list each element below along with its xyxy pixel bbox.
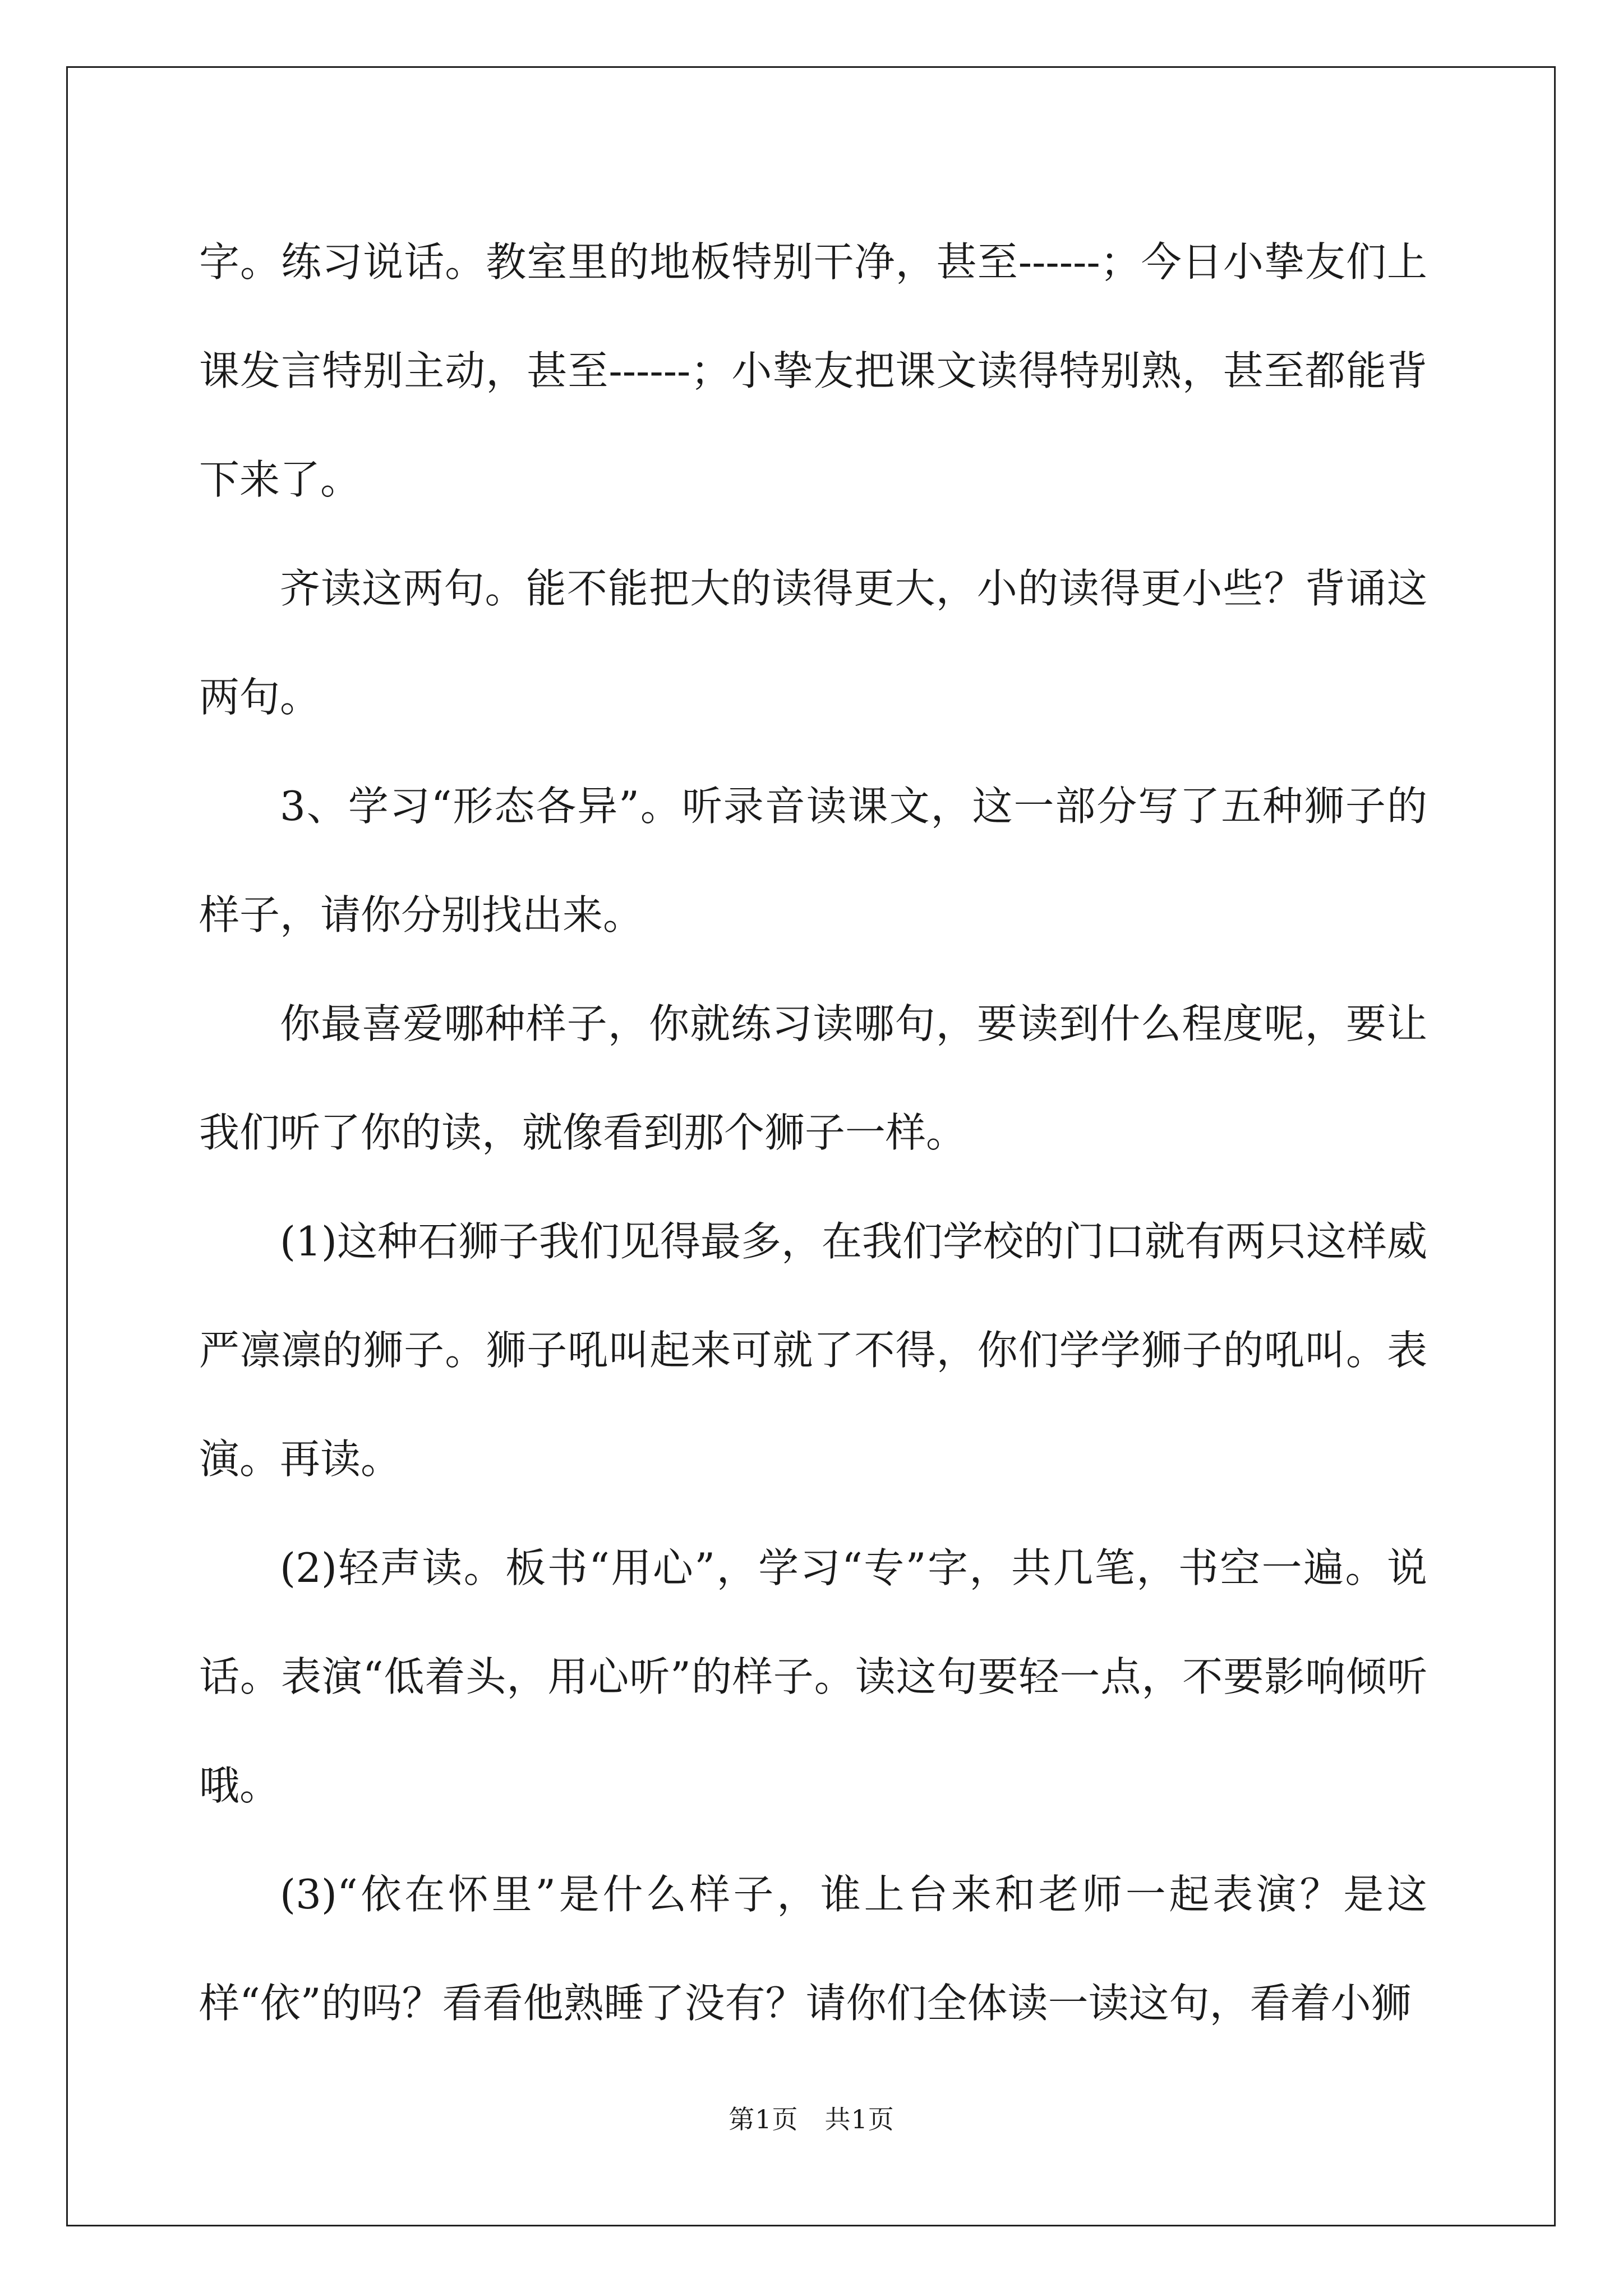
page-footer bbox=[0, 2099, 1623, 2136]
page-total: 共1页 bbox=[824, 2104, 895, 2134]
page-number: 第1页 bbox=[728, 2104, 799, 2134]
paragraph-1: 字。练习说话。教室里的地板特别干净，甚至------；今日小挚友们上课发言特别主动，甚至------；小挚友把课文读得特别熟，甚至都能背下来了。 bbox=[199, 238, 1427, 503]
paragraph-6: (2)轻声读。板书“用心”，学习“专”字，共几笔，书空一遍。说话。表演“低着头，用心听”的样子。读这句要轻一点，不要影响倾听哦。 bbox=[199, 1544, 1427, 1809]
paragraph-2: 齐读这两句。能不能把大的读得更大，小的读得更小些？背诵这两句。 bbox=[199, 565, 1427, 721]
document-body bbox=[199, 208, 1427, 2058]
paragraph-3: 3、学习“形态各异”。听录音读课文，这一部分写了五种狮子的样子，请你分别找出来。 bbox=[199, 783, 1427, 938]
paragraph-5: (1)这种石狮子我们见得最多，在我们学校的门口就有两只这样威严凛凛的狮子。狮子吼叫起来可就了不得，你们学学狮子的吼叫。表演。再读。 bbox=[199, 1218, 1427, 1483]
paragraph-7: (3)“依在怀里”是什么样子，谁上台来和老师一起表演？是这样“依”的吗？看看他熟睡了没有？请你们全体读一读这句，看着小狮 bbox=[199, 1871, 1427, 2027]
paragraph-4: 你最喜爱哪种样子，你就练习读哪句，要读到什么程度呢，要让我们听了你的读，就像看到那个狮子一样。 bbox=[199, 1000, 1427, 1156]
